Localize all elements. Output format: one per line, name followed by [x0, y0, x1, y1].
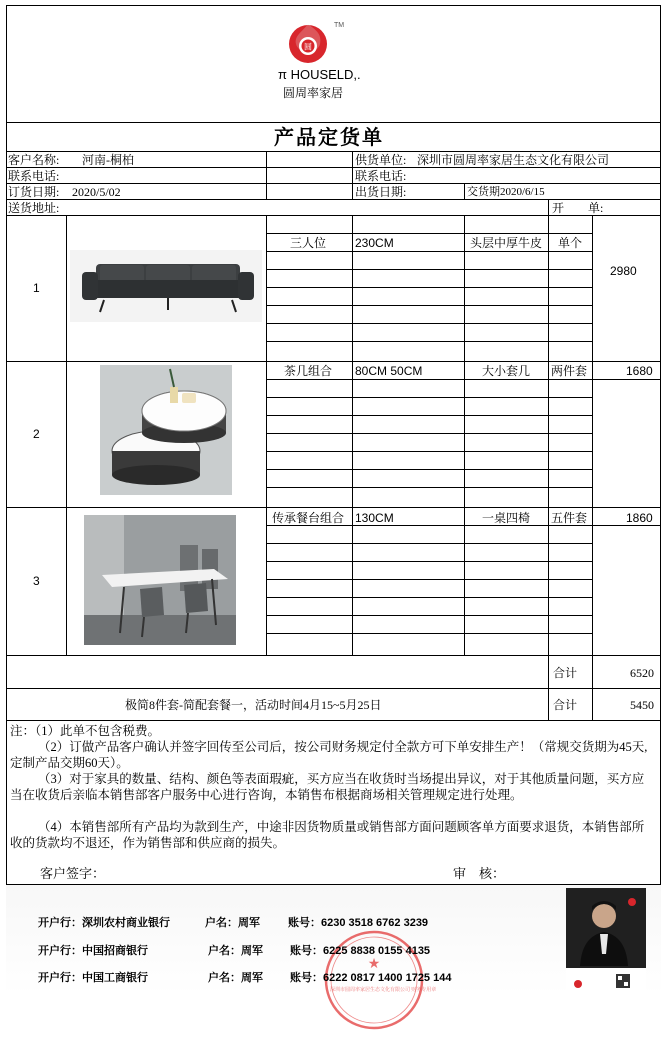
item-3-name: 传承餐台组合: [272, 511, 345, 525]
brand-name-cn: 圆周率家居: [283, 86, 344, 100]
logo-icon: [286, 20, 332, 66]
customer-label: 客户名称:: [8, 153, 60, 167]
package-total-value: 5450: [630, 698, 654, 712]
svg-text:★: ★: [367, 956, 381, 972]
coffee-table-image: [100, 365, 232, 495]
note-4: （4）本销售部所有产品均为款到生产，中途非因货物质量或销售部方面问题顾客单方面要求退货，本销售部所收的货款均不退还，作为销售部和供应商的损失。: [10, 820, 645, 850]
contact-card: [566, 888, 646, 994]
dining-set-icon: [84, 515, 236, 645]
order-date-value: 2020/5/02: [72, 185, 121, 199]
item-2-size: 80CM 50CM: [355, 364, 423, 378]
sofa-image: [70, 250, 262, 322]
item-1-size: 230CM: [355, 236, 394, 250]
page-title: 产品定货单: [274, 127, 384, 149]
note-2: （2）订做产品客户确认并签字回传至公司后，按公司财务规定付全款方可下单安排生产！（常规交货期为45天,定制产品交期60天）。: [10, 740, 648, 770]
item-3-material: 一桌四椅: [482, 511, 531, 525]
address-label: 送货地址:: [8, 201, 60, 215]
item-2-price: 1680: [626, 364, 653, 378]
phone-label-right: 联系电话:: [355, 169, 407, 183]
item-1-name: 三人位: [290, 236, 327, 250]
item-2-unit: 两件套: [551, 364, 588, 378]
supplier-label: 供货单位:: [355, 153, 407, 167]
coffee-table-icon: [100, 365, 232, 495]
bank-3-account: 账号：6222 0817 1400 1725 144: [290, 972, 452, 984]
item-number-1: 1: [33, 281, 40, 295]
brand-name-en: π HOUSELD,.: [278, 67, 361, 82]
svg-text:圆: 圆: [304, 42, 312, 52]
contact-photo-icon: [566, 888, 646, 994]
dining-set-image: [84, 515, 236, 645]
delivery-date: 交货期2020/6/15: [467, 186, 545, 198]
bank-2-account: 账号：6225 8838 0155 4135: [290, 945, 431, 957]
customer-sign-label: 客户签字：: [40, 866, 106, 881]
item-3-price: 1860: [626, 511, 653, 525]
item-1-material: 头层中厚牛皮: [470, 236, 543, 250]
item-1-unit: 单个: [558, 236, 583, 250]
customer-value: 河南-桐柏: [82, 153, 134, 167]
item-number-2: 2: [33, 427, 40, 441]
stamp-text: 深圳市圆周率家居生态文化有限公司 财务专用章: [330, 988, 437, 993]
sofa-icon: [70, 250, 262, 322]
item-2-material: 大小套几: [482, 364, 531, 378]
bank-1-holder: 户名：周军: [205, 917, 260, 929]
item-1-price: 2980: [610, 264, 637, 278]
bank-1-account: 账号：6230 3518 6762 3239: [288, 917, 429, 929]
order-date-label: 订货日期:: [8, 185, 60, 199]
review-label: 审 核：: [453, 866, 506, 881]
note-1: 注：（1）此单不包含税费。: [10, 724, 161, 738]
package-description: 极简8件套-简配套餐一，活动时间4月15~5月25日: [125, 698, 382, 712]
ship-date-label: 出货日期:: [355, 185, 407, 199]
brand-logo: [286, 20, 332, 66]
bank-2-holder: 户名：周军: [208, 945, 263, 957]
subtotal-label: 合计: [553, 666, 578, 680]
supplier-value: 深圳市圆周率家居生态文化有限公司: [417, 153, 610, 167]
item-number-3: 3: [33, 574, 40, 588]
bank-2-name: 开户行：中国招商银行: [38, 945, 148, 957]
bank-3-holder: 户名：周军: [208, 972, 263, 984]
bank-1-name: 开户行：深圳农村商业银行: [38, 917, 170, 929]
item-3-unit: 五件套: [551, 511, 588, 525]
trademark-mark: TM: [334, 22, 345, 29]
note-3: （3）对于家具的数量、结构、颜色等表面瑕疵，买方应当在收货时当场提出异议，对于其他质量问题，买方应当在收货后亲临本销售部客户服务中心进行咨询，本销售布根据商场相关管理规定进行处理。: [10, 772, 645, 802]
package-total-label: 合计: [553, 698, 578, 712]
item-3-size: 130CM: [355, 511, 394, 525]
item-2-name: 茶几组合: [284, 364, 333, 378]
phone-label-left: 联系电话:: [8, 169, 60, 183]
bank-3-name: 开户行：中国工商银行: [38, 972, 148, 984]
subtotal-value: 6520: [630, 666, 654, 680]
billing-label: 开 单:: [552, 201, 604, 215]
